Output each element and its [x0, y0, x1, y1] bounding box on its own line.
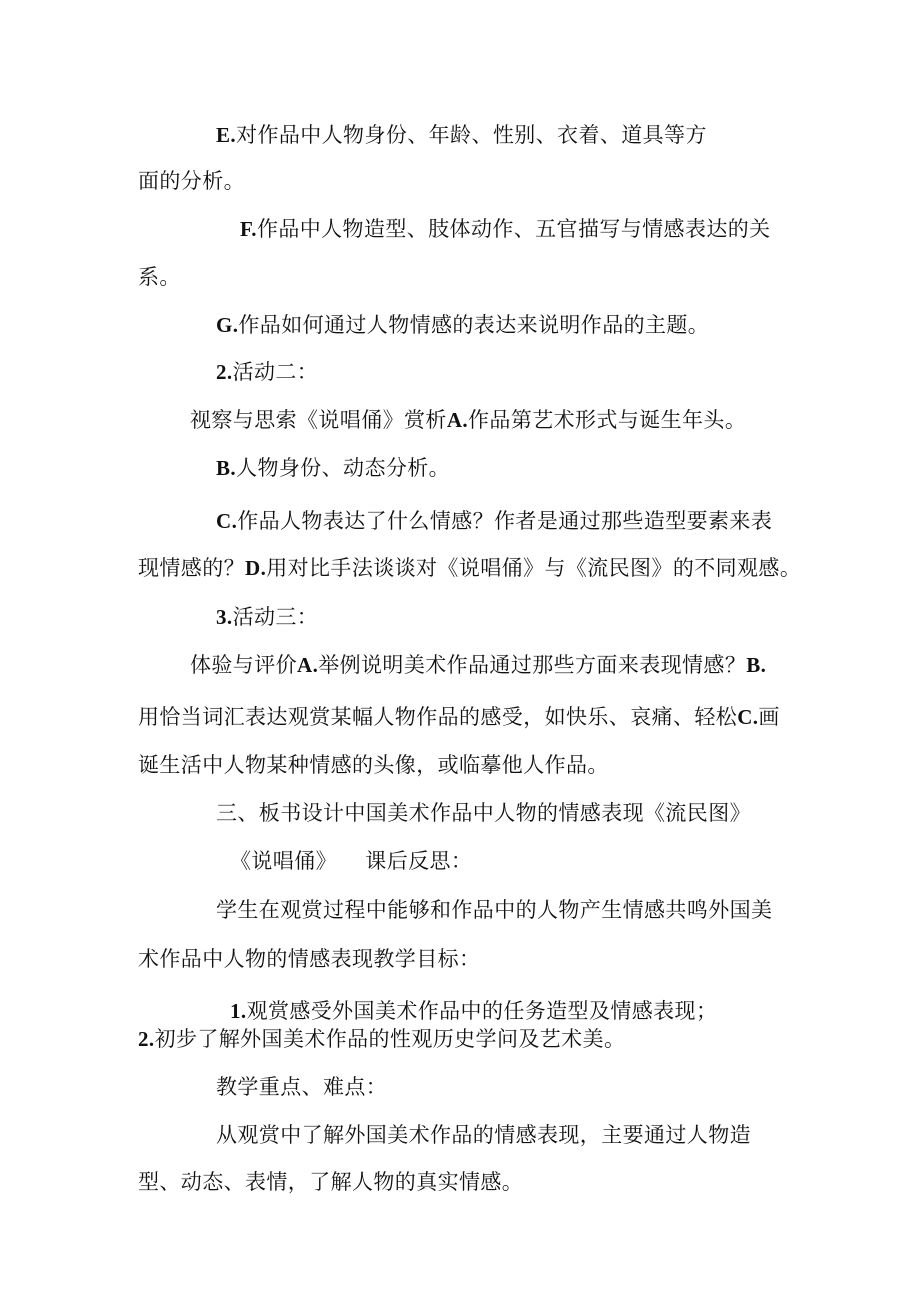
line-text: 初步了解外国美术作品的性观历史学问及艺术美。: [154, 1027, 626, 1051]
reflection-text-cont: [138, 944, 480, 974]
line-text: 活动三：: [232, 605, 319, 629]
reflection-text: [216, 895, 772, 925]
item-marker: 1.: [230, 999, 247, 1023]
item-e-cont: [138, 166, 245, 196]
activity-two-line: [190, 405, 746, 435]
item-marker: E.: [216, 123, 237, 147]
line-text: 体验与评价: [190, 653, 297, 677]
line-text: 从观赏中了解外国美术作品的情感表现，主要通过人物造: [216, 1123, 751, 1147]
line-text: 作品人物表达了什么情感？作者是通过那些造型要素来表: [237, 509, 773, 533]
line-text: 面的分析。: [138, 169, 245, 193]
line-text: 三、板书设计中国美术作品中人物的情感表现《流民图》: [216, 801, 751, 825]
board-design-line: [216, 798, 751, 828]
item-marker: A.: [297, 653, 319, 677]
line-text: 术作品中人物的情感表现教学目标：: [138, 947, 481, 971]
line-text: 型、动态、表情，了解人物的真实情感。: [138, 1170, 524, 1194]
item-b: [216, 453, 450, 483]
line-text: 《说唱俑》 课后反思：: [230, 849, 473, 873]
item-marker: C.: [737, 705, 759, 729]
item-f-cont: [138, 262, 181, 292]
line-text: 系。: [138, 265, 181, 289]
line-text: 教学重点、难点：: [216, 1075, 388, 1099]
line-text: 学生在观赏过程中能够和作品中的人物产生情感共鸣外国美: [216, 898, 773, 922]
line-text: 作品第艺术形式与诞生年头。: [468, 408, 747, 432]
line-text: 人物身份、动态分析。: [236, 456, 451, 480]
item-g: [216, 310, 709, 340]
goal-two: [138, 1024, 625, 1054]
line-text: 用对比手法谈谈对《说唱俑》与《流民图》的不同观感。: [266, 556, 802, 580]
activity-two-heading: [216, 357, 318, 387]
item-marker: G.: [216, 313, 239, 337]
line-text: 画: [758, 705, 780, 729]
item-marker: B.: [746, 653, 767, 677]
item-marker: B.: [216, 456, 237, 480]
line-text: 诞生活中人物某种情感的头像，或临摹他人作品。: [138, 753, 609, 777]
item-marker: D.: [245, 556, 267, 580]
item-c: [216, 506, 772, 536]
item-e: [216, 120, 707, 150]
key-points-text-cont: [138, 1167, 523, 1197]
reflection-heading: [230, 846, 472, 876]
line-text: 举例说明美术作品通过那些方面来表现情感？: [318, 653, 747, 677]
item-marker: 3.: [216, 605, 233, 629]
key-points-text: [216, 1120, 751, 1150]
item-marker: C.: [216, 509, 238, 533]
line-text: 观赏感受外国美术作品中的任务造型及情感表现；: [246, 999, 718, 1023]
item-marker: A.: [446, 408, 469, 432]
item-marker: 2.: [216, 360, 233, 384]
item-marker: 2.: [138, 1027, 155, 1051]
goal-one: [230, 996, 717, 1026]
line-text: 现情感的？: [138, 556, 245, 580]
line-text: 视察与思索《说唱俑》赏析: [190, 408, 447, 432]
line-text: 对作品中人物身份、年龄、性别、衣着、道具等方: [236, 123, 707, 147]
activity-three-cont2: [138, 750, 609, 780]
activity-three-heading: [216, 602, 318, 632]
key-points-heading: [216, 1072, 387, 1102]
item-f: [240, 214, 771, 244]
item-marker: F.: [240, 217, 257, 241]
item-c-cont: [138, 553, 801, 583]
line-text: 活动二：: [232, 360, 319, 384]
activity-three-line: [190, 650, 766, 680]
line-text: 作品中人物造型、肢体动作、五官描写与情感表达的关: [256, 217, 771, 241]
activity-three-cont: [138, 702, 780, 732]
line-text: 用恰当词汇表达观赏某幅人物作品的感受，如快乐、哀痛、轻松: [138, 705, 738, 729]
line-text: 作品如何通过人物情感的表达来说明作品的主题。: [238, 313, 710, 337]
